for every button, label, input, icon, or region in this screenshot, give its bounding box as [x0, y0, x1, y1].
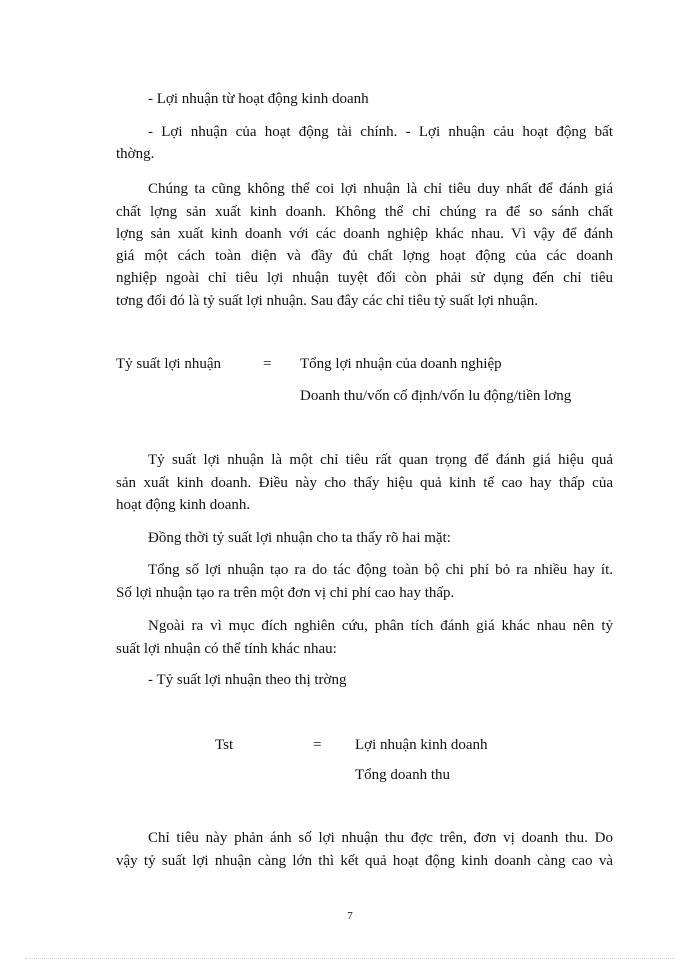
- paragraph-5-line-2: suất lợi nhuận có thể tính khác nhau:: [116, 641, 337, 657]
- profit-from-business-line: - Lợi nhuận từ hoạt động kinh doanh: [148, 91, 369, 107]
- paragraph-2-line-1: Tỷ suất lợi nhuận là một chỉ tiêu rất quan trọng để đánh giá hiệu quả: [148, 452, 613, 468]
- bullet-market-profit-rate: - Tỷ suất lợi nhuận theo thị trờng: [148, 672, 347, 688]
- formula-2-equals: =: [313, 737, 322, 753]
- paragraph-1-line-5: nghiệp ngoài chỉ tiêu lợi nhuận tuyệt đối còn phải sử dụng đến chỉ tiêu: [116, 270, 613, 286]
- paragraph-5-line-1: Ngoài ra vì mục đích nghiên cứu, phân tích đánh giá khác nhau nên tỷ: [148, 618, 613, 634]
- paragraph-6-line-2: vậy tỷ suất lợi nhuận càng lớn thì kết quả hoạt động kinh doanh càng cao và: [116, 853, 613, 869]
- paragraph-1-line-1: Chúng ta cũng không thể coi lợi nhuận là chỉ tiêu duy nhất để đánh giá: [148, 181, 613, 197]
- paragraph-3: Đồng thời tỷ suất lợi nhuận cho ta thấy rõ hai mặt:: [148, 530, 451, 546]
- paragraph-4-line-2: Số lợi nhuận tạo ra trên một đơn vị chi phí cao hay thấp.: [116, 585, 455, 601]
- formula-1-lhs: Tỷ suất lợi nhuận: [116, 356, 221, 372]
- paragraph-1-line-6: tơng đối đó là tỷ suất lợi nhuận. Sau đây các chỉ tiêu tỷ suất lợi nhuận.: [116, 293, 539, 309]
- paragraph-1-line-4: giá một cách toàn diện và đầy đủ chất lợng hoạt động của các doanh: [116, 248, 613, 264]
- paragraph-1-line-2: chất lợng sản xuất kinh doanh. Không thể chỉ chúng ra để so sánh chất: [116, 204, 613, 220]
- paragraph-6-line-1: Chỉ tiêu này phản ánh số lợi nhuận thu đợc trên, đơn vị doanh thu. Do: [148, 830, 613, 846]
- paragraph-1-line-3: lợng sản xuất kinh doanh với các doanh nghiệp khác nhau. Vì vậy để đánh: [116, 226, 613, 242]
- profit-financial-line-cont: thờng.: [116, 146, 155, 162]
- paragraph-2-line-3: hoạt động kinh doanh.: [116, 497, 251, 513]
- formula-2-numerator: Lợi nhuận kinh doanh: [355, 737, 488, 753]
- page-number: 7: [347, 910, 353, 922]
- formula-2-denominator: Tổng doanh thu: [355, 767, 450, 783]
- paragraph-2-line-2: sản xuất kinh doanh. Điều này cho thấy hiệu quả kinh tế cao hay thấp của: [116, 475, 613, 491]
- paragraph-4-line-1: Tổng số lợi nhuận tạo ra do tác động toàn bộ chi phí bỏ ra nhiều hay ít.: [148, 562, 613, 578]
- footer-divider: [25, 958, 675, 959]
- formula-1-denominator: Doanh thu/vốn cố định/vốn lu động/tiền lơng: [300, 388, 572, 404]
- formula-1-equals: =: [263, 356, 272, 372]
- profit-financial-line: - Lợi nhuận của hoạt động tài chính. - Lợi nhuận cảu hoạt động bất: [148, 124, 613, 140]
- formula-1-numerator: Tổng lợi nhuận của doanh nghiệp: [300, 356, 502, 372]
- formula-2-lhs: Tst: [215, 737, 234, 753]
